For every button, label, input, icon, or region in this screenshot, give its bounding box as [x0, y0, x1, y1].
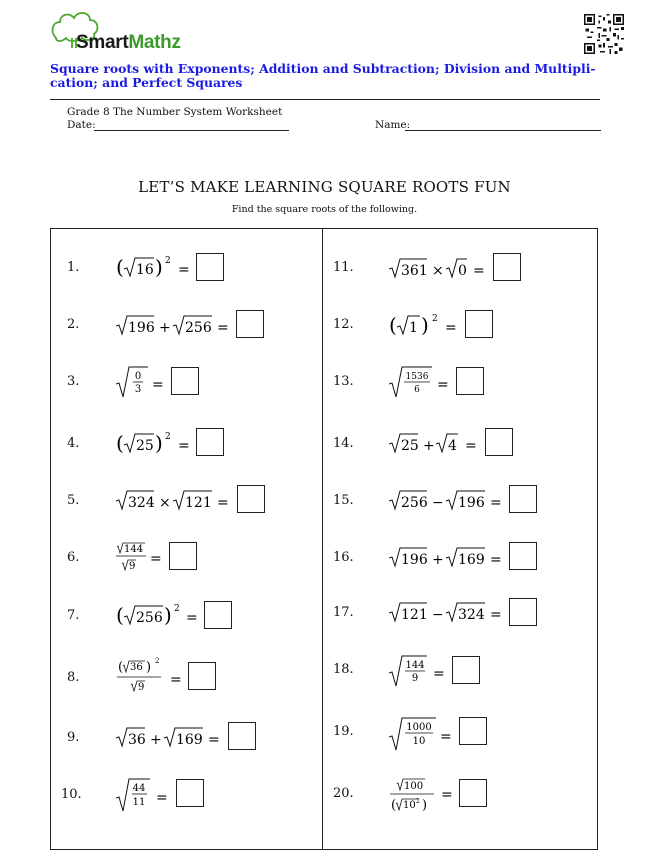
- svg-text:25: 25: [136, 438, 154, 454]
- svg-text:=: =: [178, 262, 190, 278]
- problem-number: 3.: [67, 374, 80, 389]
- svg-text:9: 9: [129, 561, 136, 572]
- problem-18-expression: [389, 653, 453, 689]
- svg-text:): ): [421, 313, 429, 337]
- svg-text:324: 324: [458, 607, 485, 623]
- svg-text:(: (: [118, 660, 124, 675]
- svg-text:=: =: [217, 495, 229, 511]
- svg-text:169: 169: [176, 732, 203, 748]
- problem-1-expression: [116, 252, 198, 282]
- answer-box-7[interactable]: [204, 601, 232, 629]
- answer-box-16[interactable]: [509, 542, 537, 570]
- worksheet-instructions: Find the square roots of the following.: [231, 204, 418, 215]
- problem-number: 12.: [333, 317, 354, 332]
- svg-text:=: =: [208, 732, 220, 748]
- svg-text:25: 25: [401, 438, 419, 454]
- problem-7-expression: [116, 600, 206, 630]
- problem-number: 9.: [67, 730, 80, 745]
- problem-3-expression: [116, 364, 172, 400]
- svg-text:=: =: [473, 263, 485, 279]
- problem-13-expression: [389, 364, 455, 400]
- svg-text:10: 10: [412, 736, 426, 747]
- brand-part-smart: Smart: [76, 32, 129, 53]
- svg-text:): ): [146, 660, 152, 675]
- grade-label: Grade 8 The Number System Worksheet: [67, 106, 283, 118]
- answer-box-13[interactable]: [456, 367, 484, 395]
- answer-box-17[interactable]: [509, 598, 537, 626]
- svg-text:(: (: [116, 255, 124, 279]
- svg-text:44: 44: [132, 783, 146, 794]
- svg-text:+: +: [150, 732, 162, 748]
- svg-text:(: (: [116, 431, 124, 455]
- answer-box-8[interactable]: [188, 662, 216, 690]
- brand-part-mathz: Mathz: [128, 32, 181, 53]
- problem-number: 17.: [333, 605, 354, 620]
- date-field[interactable]: [94, 130, 289, 131]
- svg-text:2: 2: [174, 604, 180, 614]
- problem-number: 15.: [333, 493, 354, 508]
- svg-text:−: −: [432, 607, 444, 623]
- svg-text:=: =: [445, 320, 457, 336]
- problem-number: 13.: [333, 374, 354, 389]
- svg-text:+: +: [159, 320, 171, 336]
- svg-text:×: ×: [159, 495, 171, 511]
- svg-text:100: 100: [404, 781, 424, 792]
- svg-text:2: 2: [416, 798, 420, 805]
- name-field[interactable]: [405, 130, 601, 131]
- problem-number: 14.: [333, 436, 354, 451]
- problem-number: 4.: [67, 436, 80, 451]
- svg-text:=: =: [465, 438, 477, 454]
- svg-text:+: +: [432, 552, 444, 568]
- problem-10-expression: [116, 776, 176, 814]
- svg-text:(: (: [116, 603, 124, 627]
- svg-text:1536: 1536: [405, 372, 429, 382]
- svg-text:): ): [155, 255, 163, 279]
- brand-logo: [48, 8, 198, 54]
- problem-9-expression: [116, 722, 228, 752]
- svg-text:=: =: [178, 438, 190, 454]
- svg-text:(: (: [391, 798, 397, 813]
- answer-box-6[interactable]: [169, 542, 197, 570]
- worksheet-title: LET’S MAKE LEARNING SQUARE ROOTS FUN: [138, 178, 511, 196]
- svg-text:169: 169: [458, 552, 485, 568]
- answer-box-1[interactable]: [196, 253, 224, 281]
- problem-19-expression: [389, 715, 461, 753]
- brand-wordmark: [76, 32, 181, 54]
- svg-text:): ): [164, 603, 172, 627]
- svg-text:0: 0: [134, 371, 142, 382]
- name-label: Name:: [375, 119, 411, 131]
- answer-box-12[interactable]: [465, 310, 493, 338]
- svg-text:2: 2: [432, 314, 438, 324]
- svg-text:2: 2: [165, 256, 171, 266]
- svg-text:1000: 1000: [406, 722, 432, 733]
- problem-number: 11.: [333, 260, 354, 275]
- problem-11-expression: [389, 253, 495, 283]
- answer-box-14[interactable]: [485, 428, 513, 456]
- svg-text:256: 256: [185, 320, 212, 336]
- svg-text:36: 36: [128, 732, 146, 748]
- svg-text:11: 11: [132, 797, 146, 808]
- svg-text:121: 121: [401, 607, 428, 623]
- problem-number: 2.: [67, 317, 80, 332]
- problem-14-expression: [389, 428, 487, 458]
- problem-number: 1.: [67, 260, 80, 275]
- svg-text:9: 9: [411, 673, 419, 684]
- answer-box-18[interactable]: [452, 656, 480, 684]
- svg-text:196: 196: [128, 320, 155, 336]
- svg-text:=: =: [490, 607, 502, 623]
- answer-box-19[interactable]: [459, 717, 487, 745]
- problem-number: 6.: [67, 550, 80, 565]
- svg-text:0: 0: [458, 263, 467, 279]
- problem-number: 19.: [333, 724, 354, 739]
- svg-text:(: (: [389, 313, 397, 337]
- svg-text:=: =: [490, 552, 502, 568]
- svg-text:196: 196: [458, 495, 485, 511]
- svg-text:144: 144: [405, 660, 425, 671]
- column-divider: [322, 228, 323, 850]
- problem-17-expression: [389, 597, 509, 627]
- svg-text:196: 196: [401, 552, 428, 568]
- svg-text:=: =: [490, 495, 502, 511]
- header-divider: [50, 99, 600, 100]
- answer-box-11[interactable]: [493, 253, 521, 281]
- svg-text:2: 2: [155, 657, 160, 665]
- problem-5-expression: [116, 485, 238, 515]
- answer-box-3[interactable]: [171, 367, 199, 395]
- svg-text:9: 9: [138, 682, 145, 693]
- problem-number: 10.: [61, 787, 82, 802]
- answer-box-15[interactable]: [509, 485, 537, 513]
- svg-text:=: =: [170, 672, 182, 688]
- problem-8-expression: [116, 655, 190, 695]
- svg-text:): ): [422, 798, 428, 813]
- svg-text:1: 1: [409, 320, 418, 336]
- answer-box-9[interactable]: [228, 722, 256, 750]
- problem-number: 8.: [67, 670, 80, 685]
- svg-text:×: ×: [432, 263, 444, 279]
- problem-20-expression: [389, 775, 461, 817]
- answer-box-4[interactable]: [196, 428, 224, 456]
- svg-text:16: 16: [136, 262, 154, 278]
- svg-text:256: 256: [401, 495, 428, 511]
- problem-16-expression: [389, 542, 509, 572]
- problem-2-expression: [116, 310, 236, 340]
- svg-text:256: 256: [136, 610, 163, 626]
- problem-number: 20.: [333, 786, 354, 801]
- date-label: Date:: [67, 119, 96, 131]
- answer-box-20[interactable]: [459, 779, 487, 807]
- svg-text:3: 3: [134, 384, 142, 395]
- svg-text:10: 10: [403, 800, 416, 811]
- problem-6-expression: [116, 541, 170, 575]
- svg-text:324: 324: [128, 495, 155, 511]
- svg-text:6: 6: [414, 385, 420, 395]
- answer-box-2[interactable]: [236, 310, 264, 338]
- problem-15-expression: [389, 485, 509, 515]
- problem-number: 7.: [67, 608, 80, 623]
- worksheet-topic: Square roots with Exponents; Addition and Subtraction; Division and Multipli- cation; and Perfect Squares: [50, 61, 596, 90]
- answer-box-5[interactable]: [237, 485, 265, 513]
- svg-text:): ): [155, 431, 163, 455]
- svg-text:=: =: [186, 610, 198, 626]
- svg-text:=: =: [433, 666, 445, 682]
- answer-box-10[interactable]: [176, 779, 204, 807]
- svg-text:=: =: [440, 729, 452, 745]
- problem-number: 16.: [333, 550, 354, 565]
- svg-text:2: 2: [165, 432, 171, 442]
- svg-text:121: 121: [185, 495, 212, 511]
- svg-text:=: =: [152, 377, 164, 393]
- problem-12-expression: [389, 310, 465, 340]
- svg-text:−: −: [432, 495, 444, 511]
- svg-text:144: 144: [124, 544, 144, 555]
- svg-text:36: 36: [130, 662, 143, 673]
- svg-text:4: 4: [448, 438, 457, 454]
- svg-text:=: =: [437, 377, 449, 393]
- svg-text:=: =: [217, 320, 229, 336]
- svg-text:=: =: [150, 551, 162, 567]
- qr-code-icon: [584, 14, 624, 54]
- svg-text:+: +: [423, 438, 435, 454]
- svg-text:=: =: [441, 787, 453, 803]
- svg-text:=: =: [156, 790, 168, 806]
- problem-number: 5.: [67, 493, 80, 508]
- svg-text:361: 361: [401, 263, 428, 279]
- problem-number: 18.: [333, 662, 354, 677]
- problem-4-expression: [116, 428, 198, 458]
